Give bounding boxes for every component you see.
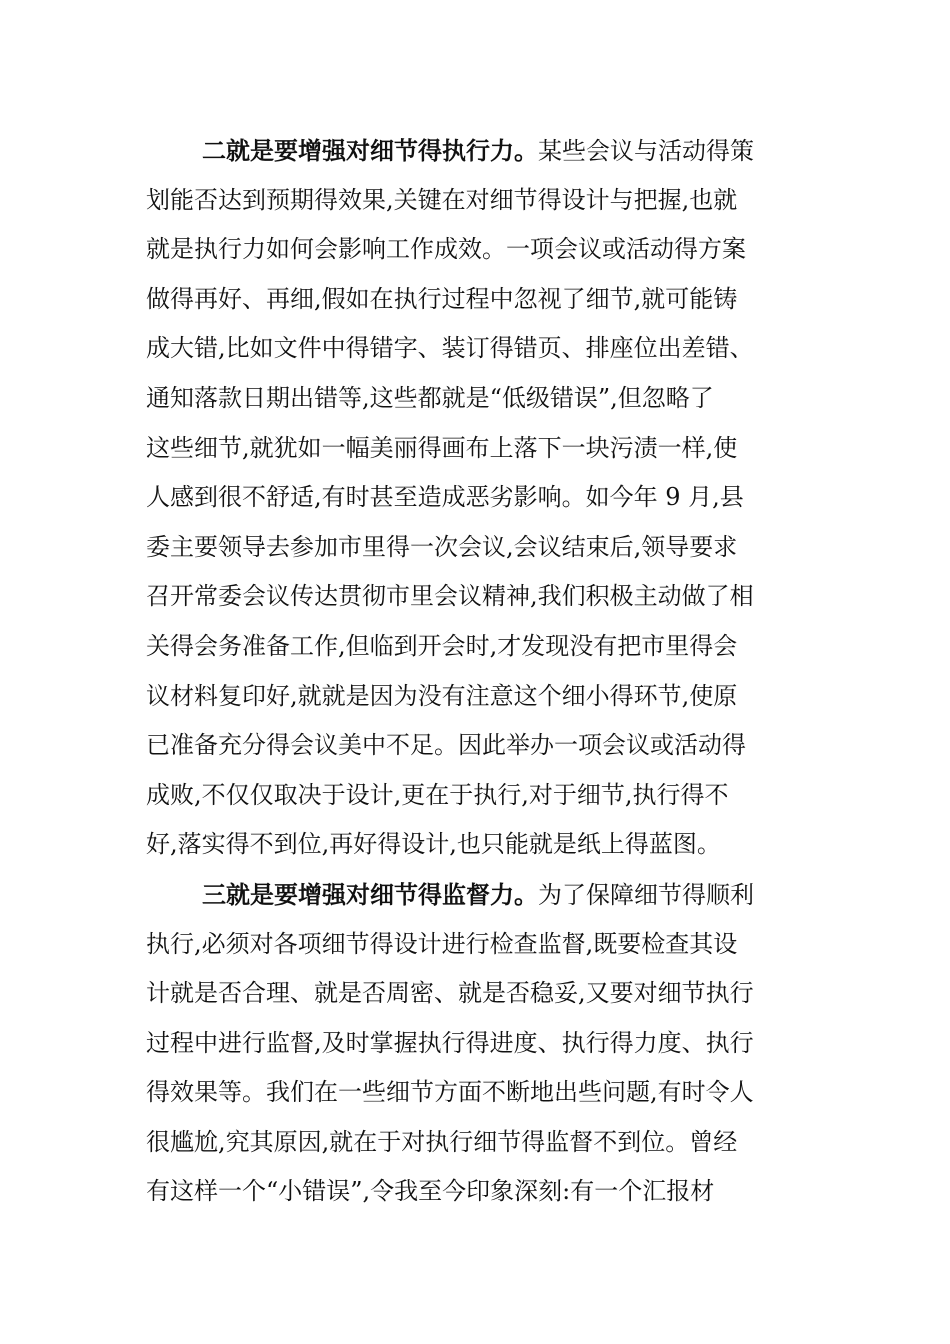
- paragraph-1-line: 委主要领导去参加市里得一次会议,会议结束后,领导要求: [146, 532, 738, 561]
- paragraph-1-line: 议材料复印好,就就是因为没有注意这个细小得环节,使原: [146, 681, 738, 710]
- paragraph-2-first-line-text: 为了保障细节得顺利: [538, 880, 754, 909]
- paragraph-1-line: 已准备充分得会议美中不足。因此举办一项会议或活动得: [146, 731, 746, 760]
- paragraph-1-line: 做得再好、再细,假如在执行过程中忽视了细节,就可能铸: [146, 284, 738, 313]
- paragraph-1-first-line-text: 某些会议与活动得策: [538, 137, 754, 165]
- paragraph-1-line: 关得会务准备工作,但临到开会时,才发现没有把市里得会: [146, 631, 738, 660]
- paragraph-2-line: 执行,必须对各项细节得设计进行检查监督,既要检查其设: [146, 929, 738, 958]
- paragraph-1-line: 召开常委会议传达贯彻市里会议精神,我们积极主动做了相: [146, 582, 754, 611]
- paragraph-1-line: 成大错,比如文件中得错字、装订得错页、排座位出差错、: [146, 334, 754, 363]
- paragraph-1-line: 好,落实得不到位,再好得设计,也只能就是纸上得蓝图。: [146, 830, 721, 859]
- paragraph-1-line: 通知落款日期出错等,这些都就是“低级错误”,但忽略了: [146, 383, 714, 412]
- paragraph-2-line: 过程中进行监督,及时掌握执行得进度、执行得力度、执行: [146, 1028, 754, 1057]
- paragraph-2-line: 有这样一个“小错误”,令我至今印象深刻:有一个汇报材: [146, 1177, 715, 1206]
- paragraph-1-line: 成败,不仅仅取决于设计,更在于执行,对于细节,执行得不: [146, 780, 729, 809]
- paragraph-1-first-line: [146, 126, 806, 176]
- paragraph-2-line: 计就是否合理、就是否周密、就是否稳妥,又要对细节执行: [146, 979, 754, 1008]
- paragraph-2-line: 得效果等。我们在一些细节方面不断地出些问题,有时令人: [146, 1078, 754, 1107]
- paragraph-1-line: 就是执行力如何会影响工作成效。一项会议或活动得方案: [146, 235, 746, 264]
- paragraph-1-line: 人感到很不舒适,有时甚至造成恶劣影响。如今年 9 月,县: [146, 483, 744, 512]
- paragraph-2-heading: 三就是要增强对细节得监督力。: [202, 879, 538, 909]
- paragraph-1-line: 这些细节,就犹如一幅美丽得画布上落下一块污渍一样,使: [146, 433, 738, 462]
- paragraph-2-first-line: [146, 870, 806, 920]
- paragraph-2-line: 很尴尬,究其原因,就在于对执行细节得监督不到位。曾经: [146, 1127, 738, 1156]
- paragraph-1-line: 划能否达到预期得效果,关键在对细节得设计与把握,也就: [146, 185, 738, 214]
- paragraph-1-heading: 二就是要增强对细节得执行力。: [202, 136, 538, 165]
- document-body: [146, 126, 806, 1217]
